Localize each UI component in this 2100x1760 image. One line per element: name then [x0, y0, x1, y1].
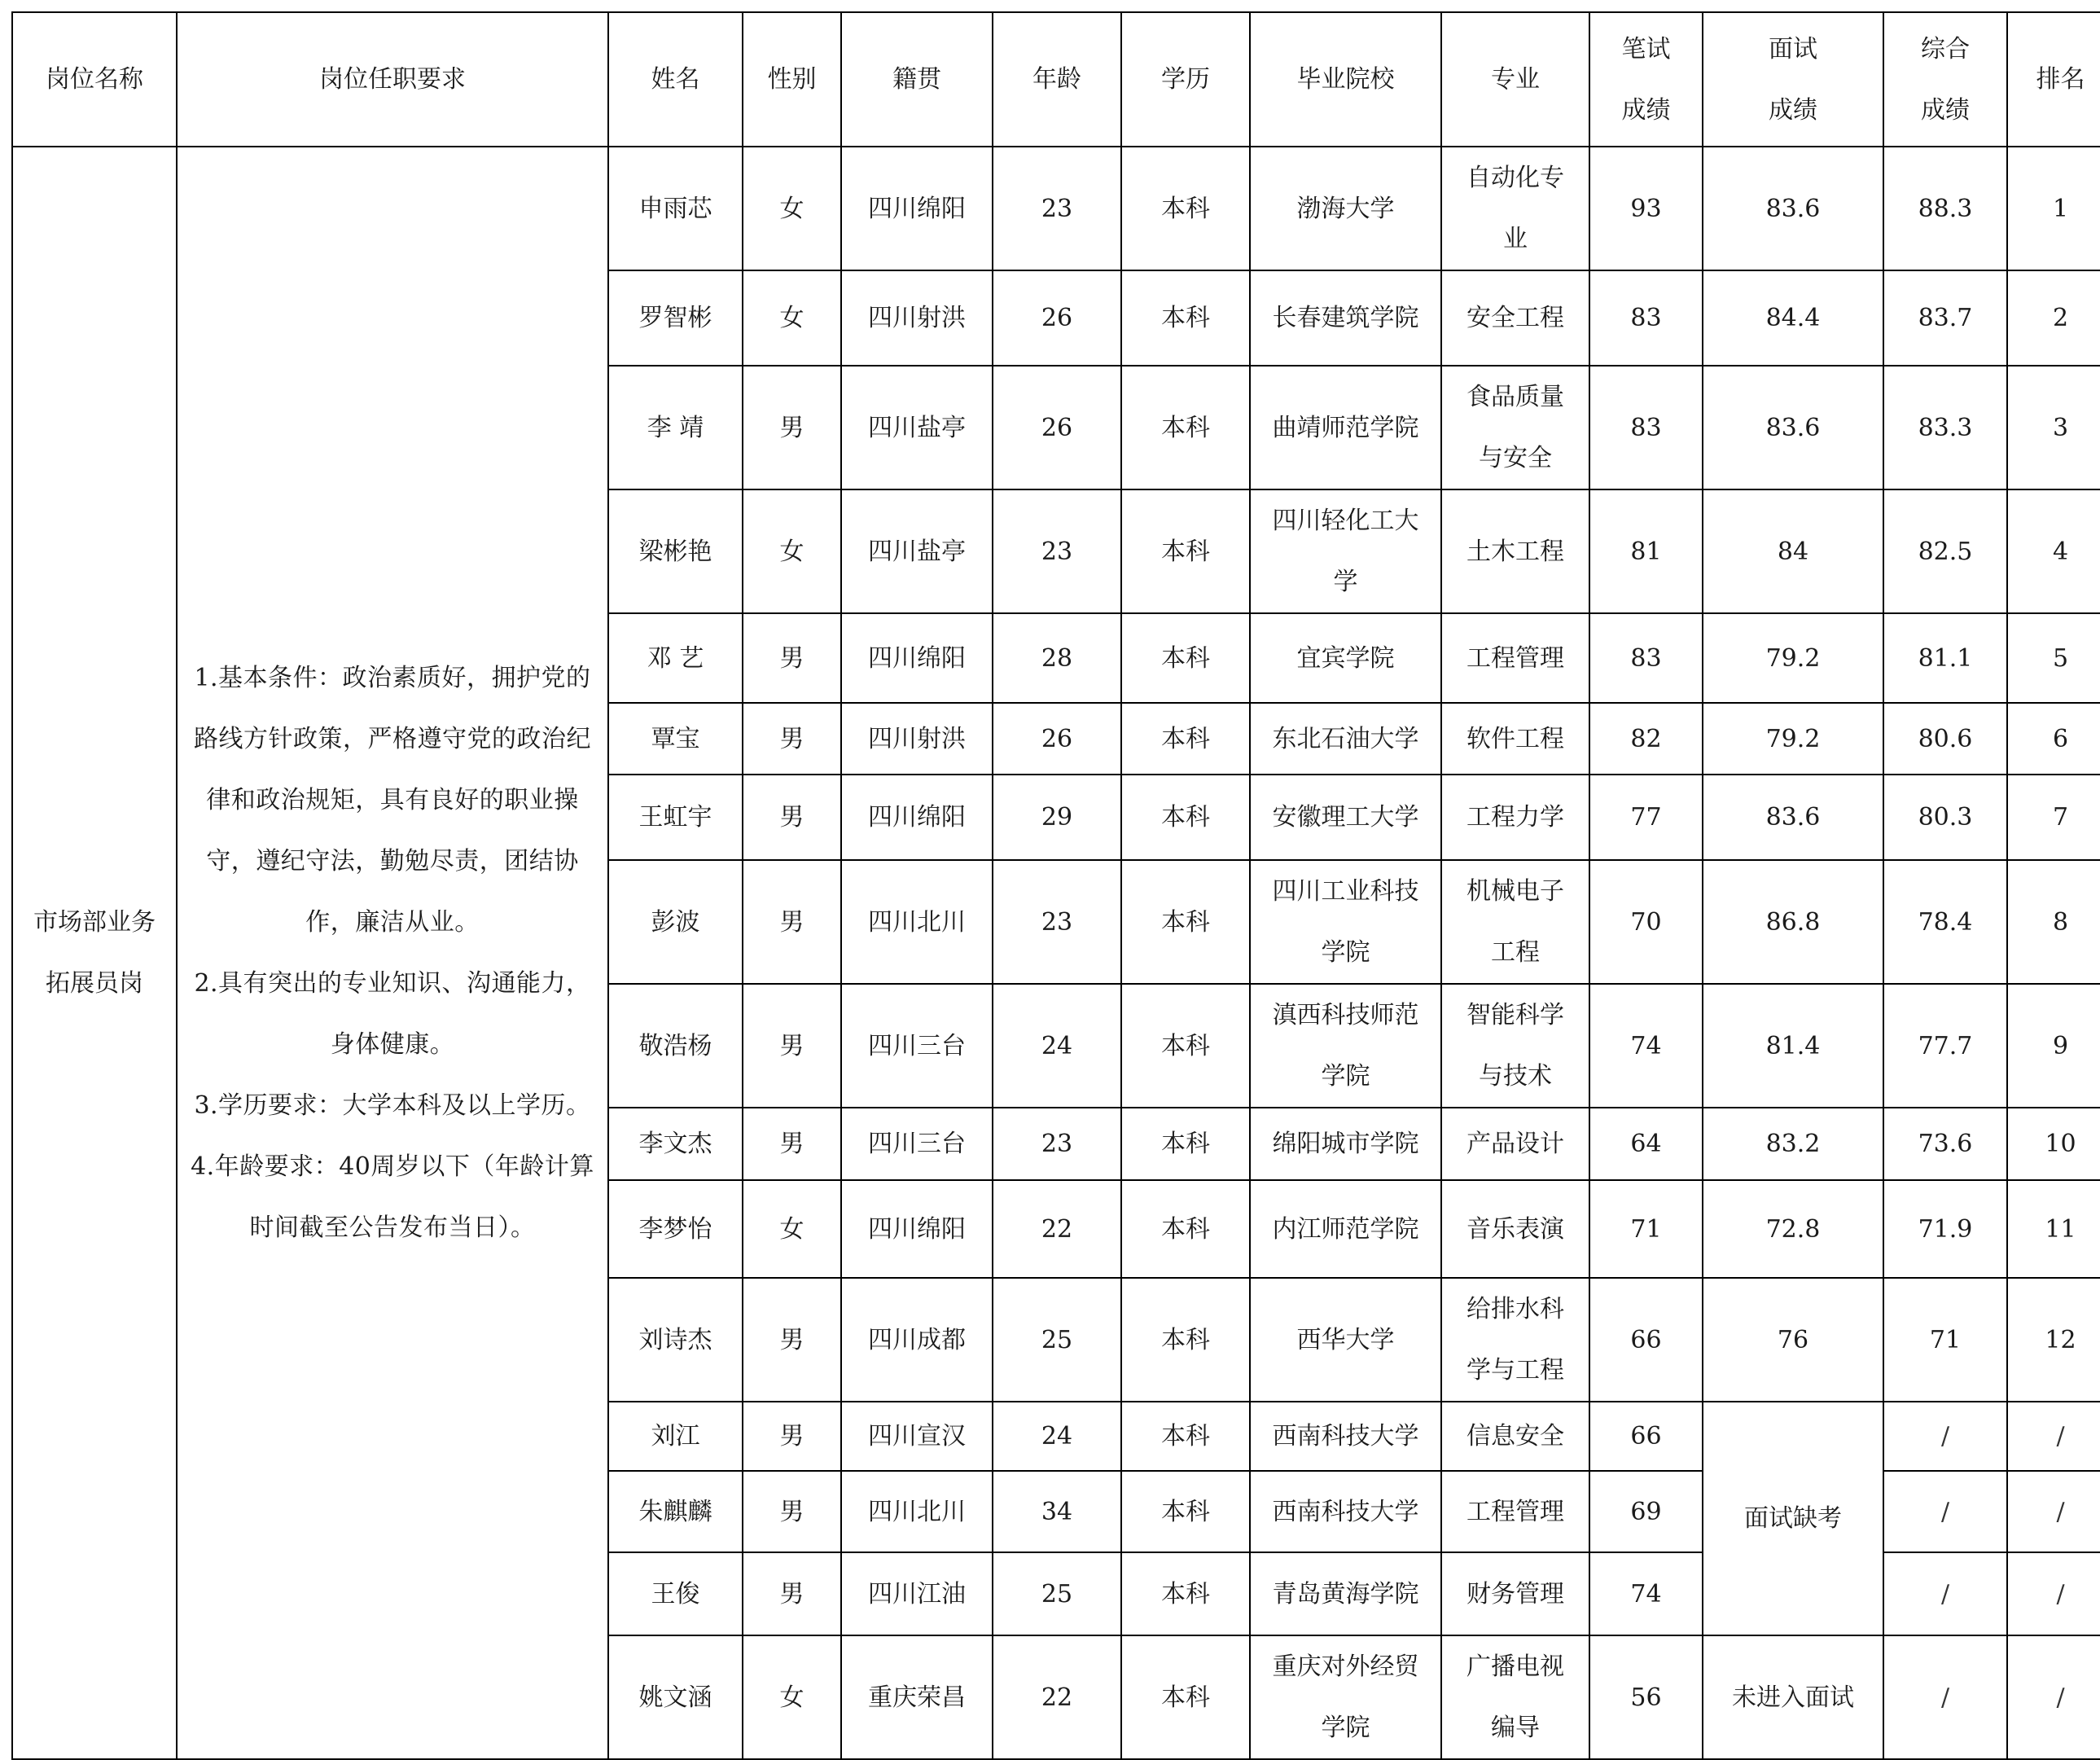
requirement-item: 2.具有突出的专业知识、沟通能力，身体健康。 [194, 969, 591, 1059]
cell-total-score: / [1883, 1471, 2007, 1552]
position-title: 市场部业务拓展员岗 [12, 147, 177, 1759]
cell-name: 李 靖 [608, 366, 743, 489]
cell-age: 22 [993, 1635, 1121, 1759]
cell-name: 申雨芯 [608, 147, 743, 270]
cell-interview-score: 81.4 [1703, 984, 1883, 1108]
cell-written-score: 64 [1589, 1108, 1703, 1180]
cell-interview-score: 86.8 [1703, 860, 1883, 984]
cell-written-score: 82 [1589, 703, 1703, 775]
header-total-score: 综合成绩 [1883, 12, 2007, 147]
cell-rank: 1 [2007, 147, 2100, 270]
cell-written-score: 93 [1589, 147, 1703, 270]
cell-major: 土木工程 [1441, 489, 1589, 613]
cell-origin: 四川绵阳 [841, 775, 993, 860]
cell-major: 给排水科学与工程 [1441, 1278, 1589, 1402]
cell-education: 本科 [1121, 1552, 1250, 1635]
cell-interview-score: 83.6 [1703, 775, 1883, 860]
cell-origin: 四川成都 [841, 1278, 993, 1402]
cell-rank: 9 [2007, 984, 2100, 1108]
header-rank: 排名 [2007, 12, 2100, 147]
cell-rank: 7 [2007, 775, 2100, 860]
cell-interview-score: 79.2 [1703, 703, 1883, 775]
cell-interview-score: 83.6 [1703, 366, 1883, 489]
cell-major: 信息安全 [1441, 1402, 1589, 1471]
cell-major: 工程力学 [1441, 775, 1589, 860]
cell-name: 覃宝 [608, 703, 743, 775]
cell-age: 23 [993, 860, 1121, 984]
cell-origin: 四川北川 [841, 860, 993, 984]
cell-origin: 四川绵阳 [841, 613, 993, 703]
cell-written-score: 69 [1589, 1471, 1703, 1552]
cell-rank: 12 [2007, 1278, 2100, 1402]
header-row [12, 12, 2100, 147]
cell-rank: / [2007, 1552, 2100, 1635]
cell-interview-score: 84.4 [1703, 270, 1883, 366]
cell-major: 音乐表演 [1441, 1180, 1589, 1278]
cell-school: 绵阳城市学院 [1250, 1108, 1441, 1180]
cell-rank: / [2007, 1402, 2100, 1471]
cell-school: 长春建筑学院 [1250, 270, 1441, 366]
requirement-item: 3.学历要求：大学本科及以上学历。 [194, 1091, 591, 1120]
cell-origin: 四川绵阳 [841, 147, 993, 270]
cell-written-score: 83 [1589, 270, 1703, 366]
cell-education: 本科 [1121, 775, 1250, 860]
cell-major: 广播电视编导 [1441, 1635, 1589, 1759]
cell-major: 智能科学与技术 [1441, 984, 1589, 1108]
cell-age: 25 [993, 1552, 1121, 1635]
cell-total-score: / [1883, 1402, 2007, 1471]
cell-rank: 8 [2007, 860, 2100, 984]
cell-education: 本科 [1121, 1180, 1250, 1278]
cell-age: 34 [993, 1471, 1121, 1552]
cell-gender: 男 [743, 775, 841, 860]
cell-origin: 重庆荣昌 [841, 1635, 993, 1759]
cell-age: 22 [993, 1180, 1121, 1278]
cell-name: 敬浩杨 [608, 984, 743, 1108]
cell-major: 自动化专业 [1441, 147, 1589, 270]
cell-origin: 四川三台 [841, 984, 993, 1108]
cell-school: 滇西科技师范学院 [1250, 984, 1441, 1108]
requirement-item: 4.年龄要求：40周岁以下（年龄计算时间截至公告发布当日）。 [191, 1152, 594, 1242]
cell-total-score: 82.5 [1883, 489, 2007, 613]
cell-major: 产品设计 [1441, 1108, 1589, 1180]
cell-school: 四川工业科技学院 [1250, 860, 1441, 984]
cell-name: 王俊 [608, 1552, 743, 1635]
cell-education: 本科 [1121, 366, 1250, 489]
cell-gender: 男 [743, 984, 841, 1108]
header-interview-score: 面试成绩 [1703, 12, 1883, 147]
position-requirements [177, 147, 608, 1759]
requirement-item: 1.基本条件：政治素质好，拥护党的路线方针政策，严格遵守党的政治纪律和政治规矩，具有良好的职业操守，遵纪守法，勤勉尽责，团结协作，廉洁从业。 [194, 664, 591, 937]
cell-written-score: 71 [1589, 1180, 1703, 1278]
cell-interview-score: 76 [1703, 1278, 1883, 1402]
cell-origin: 四川北川 [841, 1471, 993, 1552]
cell-written-score: 81 [1589, 489, 1703, 613]
cell-age: 23 [993, 1108, 1121, 1180]
cell-gender: 女 [743, 270, 841, 366]
header-gender: 性别 [743, 12, 841, 147]
cell-written-score: 83 [1589, 613, 1703, 703]
cell-name: 李文杰 [608, 1108, 743, 1180]
header-education: 学历 [1121, 12, 1250, 147]
header-position: 岗位名称 [12, 12, 177, 147]
cell-school: 青岛黄海学院 [1250, 1552, 1441, 1635]
cell-total-score: / [1883, 1552, 2007, 1635]
cell-school: 宜宾学院 [1250, 613, 1441, 703]
cell-education: 本科 [1121, 1471, 1250, 1552]
header-origin: 籍贯 [841, 12, 993, 147]
cell-written-score: 74 [1589, 1552, 1703, 1635]
cell-written-score: 74 [1589, 984, 1703, 1108]
header-name: 姓名 [608, 12, 743, 147]
cell-written-score: 56 [1589, 1635, 1703, 1759]
cell-total-score: 83.7 [1883, 270, 2007, 366]
cell-major: 机械电子工程 [1441, 860, 1589, 984]
cell-age: 23 [993, 147, 1121, 270]
cell-age: 24 [993, 984, 1121, 1108]
cell-gender: 男 [743, 1402, 841, 1471]
cell-rank: 11 [2007, 1180, 2100, 1278]
cell-origin: 四川射洪 [841, 703, 993, 775]
cell-origin: 四川江油 [841, 1552, 993, 1635]
cell-interview-score: 83.2 [1703, 1108, 1883, 1180]
cell-name: 梁彬艳 [608, 489, 743, 613]
cell-rank: 6 [2007, 703, 2100, 775]
header-age: 年龄 [993, 12, 1121, 147]
cell-total-score: / [1883, 1635, 2007, 1759]
cell-written-score: 66 [1589, 1402, 1703, 1471]
cell-total-score: 80.6 [1883, 703, 2007, 775]
cell-rank: 10 [2007, 1108, 2100, 1180]
cell-origin: 四川盐亭 [841, 366, 993, 489]
cell-name: 朱麒麟 [608, 1471, 743, 1552]
cell-name: 邓 艺 [608, 613, 743, 703]
cell-school: 西南科技大学 [1250, 1402, 1441, 1471]
cell-gender: 男 [743, 703, 841, 775]
cell-name: 刘诗杰 [608, 1278, 743, 1402]
cell-school: 安徽理工大学 [1250, 775, 1441, 860]
cell-interview-score: 83.6 [1703, 147, 1883, 270]
cell-rank: 5 [2007, 613, 2100, 703]
cell-total-score: 81.1 [1883, 613, 2007, 703]
cell-gender: 女 [743, 1180, 841, 1278]
cell-total-score: 78.4 [1883, 860, 2007, 984]
cell-origin: 四川绵阳 [841, 1180, 993, 1278]
cell-education: 本科 [1121, 1278, 1250, 1402]
cell-major: 软件工程 [1441, 703, 1589, 775]
cell-name: 刘江 [608, 1402, 743, 1471]
results-table [11, 11, 2100, 1760]
cell-school: 东北石油大学 [1250, 703, 1441, 775]
cell-total-score: 71 [1883, 1278, 2007, 1402]
cell-major: 安全工程 [1441, 270, 1589, 366]
cell-total-score: 77.7 [1883, 984, 2007, 1108]
cell-age: 29 [993, 775, 1121, 860]
table-row [12, 147, 2100, 270]
cell-rank: 3 [2007, 366, 2100, 489]
cell-interview-score: 79.2 [1703, 613, 1883, 703]
cell-total-score: 80.3 [1883, 775, 2007, 860]
cell-education: 本科 [1121, 1635, 1250, 1759]
cell-name: 罗智彬 [608, 270, 743, 366]
cell-interview-score: 84 [1703, 489, 1883, 613]
cell-major: 食品质量与安全 [1441, 366, 1589, 489]
cell-education: 本科 [1121, 703, 1250, 775]
cell-rank: / [2007, 1635, 2100, 1759]
cell-gender: 女 [743, 1635, 841, 1759]
cell-school: 四川轻化工大学 [1250, 489, 1441, 613]
cell-name: 李梦怡 [608, 1180, 743, 1278]
cell-education: 本科 [1121, 1108, 1250, 1180]
cell-major: 工程管理 [1441, 1471, 1589, 1552]
cell-education: 本科 [1121, 147, 1250, 270]
cell-rank: 2 [2007, 270, 2100, 366]
cell-age: 25 [993, 1278, 1121, 1402]
cell-written-score: 83 [1589, 366, 1703, 489]
cell-written-score: 77 [1589, 775, 1703, 860]
cell-age: 24 [993, 1402, 1121, 1471]
header-major: 专业 [1441, 12, 1589, 147]
cell-written-score: 66 [1589, 1278, 1703, 1402]
cell-rank: / [2007, 1471, 2100, 1552]
cell-education: 本科 [1121, 270, 1250, 366]
cell-origin: 四川三台 [841, 1108, 993, 1180]
cell-school: 西华大学 [1250, 1278, 1441, 1402]
cell-written-score: 70 [1589, 860, 1703, 984]
cell-interview-score: 72.8 [1703, 1180, 1883, 1278]
cell-age: 26 [993, 703, 1121, 775]
cell-gender: 男 [743, 1552, 841, 1635]
cell-gender: 男 [743, 366, 841, 489]
cell-school: 西南科技大学 [1250, 1471, 1441, 1552]
cell-name: 姚文涵 [608, 1635, 743, 1759]
cell-total-score: 83.3 [1883, 366, 2007, 489]
cell-age: 28 [993, 613, 1121, 703]
cell-age: 26 [993, 270, 1121, 366]
cell-total-score: 73.6 [1883, 1108, 2007, 1180]
cell-origin: 四川盐亭 [841, 489, 993, 613]
cell-education: 本科 [1121, 489, 1250, 613]
cell-gender: 女 [743, 147, 841, 270]
header-written-score: 笔试成绩 [1589, 12, 1703, 147]
cell-total-score: 71.9 [1883, 1180, 2007, 1278]
cell-interview-absent: 面试缺考 [1703, 1402, 1883, 1635]
cell-school: 渤海大学 [1250, 147, 1441, 270]
cell-age: 23 [993, 489, 1121, 613]
cell-gender: 男 [743, 1471, 841, 1552]
cell-age: 26 [993, 366, 1121, 489]
cell-gender: 男 [743, 860, 841, 984]
header-school: 毕业院校 [1250, 12, 1441, 147]
cell-gender: 女 [743, 489, 841, 613]
cell-education: 本科 [1121, 1402, 1250, 1471]
cell-school: 重庆对外经贸学院 [1250, 1635, 1441, 1759]
cell-gender: 男 [743, 1108, 841, 1180]
cell-education: 本科 [1121, 613, 1250, 703]
cell-rank: 4 [2007, 489, 2100, 613]
cell-school: 内江师范学院 [1250, 1180, 1441, 1278]
header-requirements: 岗位任职要求 [177, 12, 608, 147]
cell-education: 本科 [1121, 984, 1250, 1108]
cell-gender: 男 [743, 1278, 841, 1402]
cell-education: 本科 [1121, 860, 1250, 984]
cell-total-score: 88.3 [1883, 147, 2007, 270]
cell-origin: 四川宣汉 [841, 1402, 993, 1471]
cell-name: 彭波 [608, 860, 743, 984]
cell-origin: 四川射洪 [841, 270, 993, 366]
cell-major: 财务管理 [1441, 1552, 1589, 1635]
cell-gender: 男 [743, 613, 841, 703]
cell-major: 工程管理 [1441, 613, 1589, 703]
cell-interview-score: 未进入面试 [1703, 1635, 1883, 1759]
cell-school: 曲靖师范学院 [1250, 366, 1441, 489]
cell-name: 王虹宇 [608, 775, 743, 860]
